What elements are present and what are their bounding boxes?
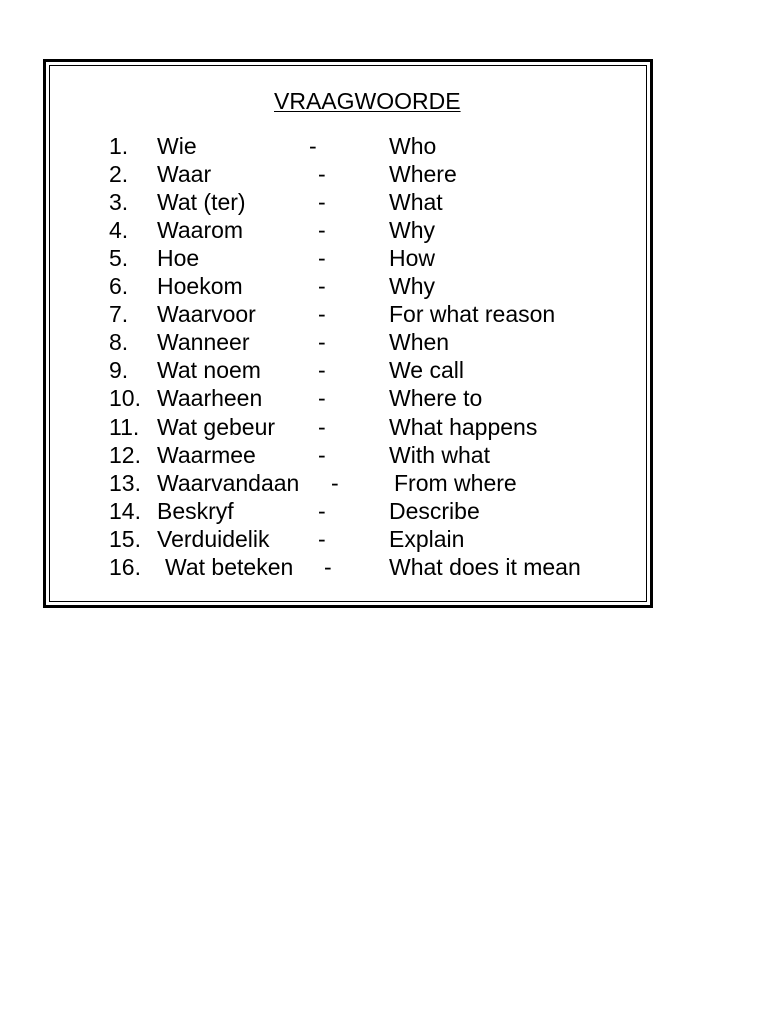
- english-translation: We call: [389, 357, 464, 384]
- afrikaans-word: Waar: [157, 161, 212, 188]
- afrikaans-word: Wat noem: [157, 357, 261, 384]
- afrikaans-word: Beskryf: [157, 497, 234, 524]
- afrikaans-word: Wat (ter): [157, 189, 246, 216]
- afrikaans-word: Hoe: [157, 245, 200, 272]
- item-number: 11.: [109, 413, 140, 440]
- afrikaans-word: Wat beteken: [165, 553, 294, 580]
- english-translation: Who: [389, 133, 437, 159]
- separator-dash: -: [331, 469, 339, 496]
- english-translation: Explain: [389, 525, 465, 552]
- english-translation: For what reason: [389, 301, 556, 328]
- afrikaans-word: Verduidelik: [157, 525, 270, 552]
- item-number: 1.: [109, 133, 129, 159]
- afrikaans-word: Waarom: [157, 217, 244, 244]
- separator-dash: -: [309, 133, 317, 159]
- english-translation: Where to: [389, 385, 483, 412]
- separator-dash: -: [318, 189, 326, 216]
- english-translation: When: [389, 329, 450, 356]
- page-title: VRAAGWOORDE: [274, 88, 461, 114]
- item-number: 14.: [109, 497, 141, 524]
- afrikaans-word: Waarvandaan: [157, 469, 300, 496]
- separator-dash: -: [318, 525, 326, 552]
- item-number: 2.: [109, 161, 129, 188]
- separator-dash: -: [318, 217, 326, 244]
- separator-dash: -: [318, 357, 326, 384]
- separator-dash: -: [318, 385, 326, 412]
- item-number: 15.: [109, 525, 141, 552]
- separator-dash: -: [318, 413, 326, 440]
- item-number: 9.: [109, 357, 129, 384]
- english-translation: How: [389, 245, 436, 272]
- separator-dash: -: [318, 245, 326, 272]
- afrikaans-word: Waarmee: [157, 441, 256, 468]
- item-number: 8.: [109, 329, 129, 356]
- item-number: 3.: [109, 189, 129, 216]
- separator-dash: -: [318, 329, 326, 356]
- separator-dash: -: [318, 161, 326, 188]
- separator-dash: -: [318, 273, 326, 300]
- english-translation: What: [389, 189, 443, 216]
- english-translation: Why: [389, 217, 435, 244]
- separator-dash: -: [318, 441, 326, 468]
- item-number: 13.: [109, 469, 141, 496]
- afrikaans-word: Waarvoor: [157, 301, 256, 328]
- item-number: 4.: [109, 217, 129, 244]
- english-translation: Where: [389, 161, 457, 188]
- separator-dash: -: [318, 497, 326, 524]
- item-number: 5.: [109, 245, 129, 272]
- english-translation: What does it mean: [389, 553, 581, 580]
- item-number: 7.: [109, 301, 129, 328]
- english-translation: From where: [394, 469, 517, 496]
- item-number: 16.: [109, 553, 141, 580]
- item-number: 10.: [109, 385, 141, 412]
- afrikaans-word: Hoekom: [157, 273, 243, 300]
- english-translation: Why: [389, 273, 435, 300]
- separator-dash: -: [318, 301, 326, 328]
- afrikaans-word: Waarheen: [157, 385, 263, 412]
- afrikaans-word: Wanneer: [157, 329, 250, 356]
- english-translation: Describe: [389, 497, 480, 524]
- separator-dash: -: [324, 553, 332, 580]
- afrikaans-word: Wat gebeur: [157, 413, 276, 440]
- item-number: 12.: [109, 441, 141, 468]
- afrikaans-word: Wie: [157, 133, 197, 159]
- english-translation: With what: [389, 441, 490, 468]
- english-translation: What happens: [389, 413, 538, 440]
- item-number: 6.: [109, 273, 129, 300]
